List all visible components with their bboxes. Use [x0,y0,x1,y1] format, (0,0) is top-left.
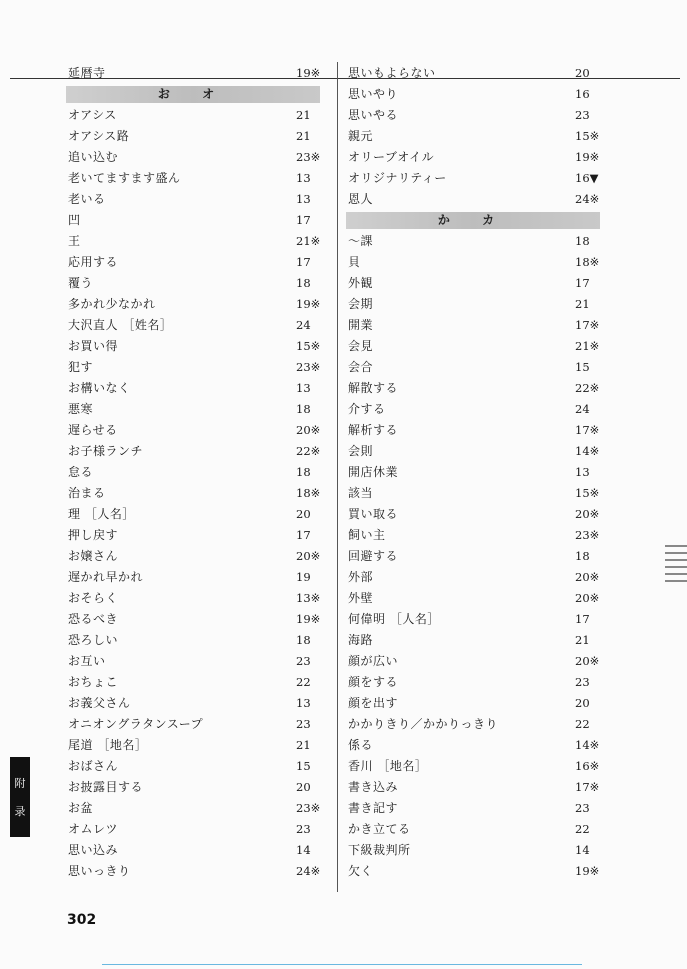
entry-page-number: 19 [296,570,311,584]
entry-page-number: 23 [296,717,311,731]
entry-term: 会合 [348,360,374,374]
entry-term: 顔をする [348,675,399,689]
entry-term: 解析する [348,423,399,437]
section-header-label: か カ [437,213,509,227]
entry-term: 思いやり [348,87,399,101]
index-entry [68,441,322,462]
entry-page-number: 15 [575,360,590,374]
entry-page-number: 16※ [575,759,600,773]
entry-term: 書き記す [348,801,399,815]
entry-term: 思いやる [348,108,399,122]
entry-page-number: 19※ [296,297,321,311]
entry-term: オムレツ [68,822,119,836]
index-entry [348,567,600,588]
index-entry [68,693,322,714]
index-entry [348,126,600,147]
side-tab-char-2: 录 [14,805,26,818]
entry-page-number: 23 [296,654,311,668]
entry-page-number: 13 [296,171,311,185]
index-entry [68,840,322,861]
entry-term: お互い [68,654,106,668]
index-entry [68,336,322,357]
index-entry [348,84,600,105]
entry-term: 何偉明 ［人名］ [348,612,440,626]
entry-page-number: 20※ [296,423,321,437]
entry-term: 思い込み [68,843,119,857]
index-entry [68,546,322,567]
entry-page-number: 13 [296,192,311,206]
entry-page-number: 24 [575,402,590,416]
entry-term: 回避する [348,549,399,563]
entry-term: 買い取る [348,507,399,521]
index-entry [348,483,600,504]
index-entry [348,441,600,462]
appendix-side-tab [10,757,30,837]
entry-page-number: 21 [575,633,590,647]
entry-page-number: 18 [296,633,311,647]
index-entry [348,735,600,756]
entry-term: 王 [68,234,81,248]
entry-term: おそらく [68,591,119,605]
entry-page-number: 21 [296,108,311,122]
entry-page-number: 16 [575,87,590,101]
index-entry [348,588,600,609]
index-entry [348,630,600,651]
index-entry [68,252,322,273]
index-entry [68,609,322,630]
entry-term: 尾道 ［地名］ [68,738,148,752]
entry-term: 理 ［人名］ [68,507,135,521]
index-entry [348,546,600,567]
entry-page-number: 22※ [575,381,600,395]
entry-page-number: 15※ [575,129,600,143]
entry-term: お買い得 [68,339,119,353]
index-entry [68,168,322,189]
entry-term: 外部 [348,570,374,584]
entry-term: オリーブオイル [348,150,435,164]
entry-term: 解散する [348,381,399,395]
entry-term: 遅かれ早かれ [68,570,144,584]
entry-term: 応用する [68,255,119,269]
entry-term: 顔を出す [348,696,399,710]
index-entry [348,147,600,168]
entry-term: 外観 [348,276,374,290]
entry-term: かき立てる [348,822,411,836]
bottom-rule [102,964,582,965]
index-entry [348,777,600,798]
entry-page-number: 23※ [575,528,600,542]
entry-page-number: 18※ [296,486,321,500]
entry-page-number: 15※ [296,339,321,353]
index-entry [68,483,322,504]
entry-page-number: 23※ [296,801,321,815]
entry-term: 思いもよらない [348,66,436,80]
entry-term: お盆 [68,801,94,815]
entry-term: オアシス路 [68,129,130,143]
entry-page-number: 20※ [575,591,600,605]
index-entry [68,189,322,210]
entry-page-number: 22 [296,675,311,689]
entry-term: お子様ランチ [68,444,144,458]
entry-term: 書き込み [348,780,399,794]
entry-page-number: 20※ [296,549,321,563]
index-entry [348,168,600,189]
entry-term: 開店休業 [348,465,399,479]
right-column [348,63,600,882]
entry-page-number: 19※ [575,864,600,878]
index-entry [68,651,322,672]
entry-term: 老いてますます盛ん [68,171,181,185]
entry-term: 親元 [348,129,374,143]
index-entry [68,126,322,147]
index-entry [68,294,322,315]
index-entry [68,567,322,588]
entry-page-number: 20※ [575,654,600,668]
entry-term: 会則 [348,444,374,458]
index-entry [68,231,322,252]
entry-page-number: 23 [575,801,590,815]
index-entry [348,756,600,777]
entry-term: オニオングラタンスープ [68,717,204,731]
entry-term: オリジナリティー [348,171,447,185]
entry-page-number: 20 [575,696,590,710]
scan-artifact [665,545,687,605]
entry-page-number: 18 [575,549,590,563]
index-entry [348,693,600,714]
index-entry [348,840,600,861]
column-divider [337,62,338,892]
entry-page-number: 21 [575,297,590,311]
index-entry [68,273,322,294]
entry-page-number: 18 [575,234,590,248]
entry-page-number: 20 [296,780,311,794]
entry-term: 介する [348,402,386,416]
index-entry [68,357,322,378]
index-entry [348,861,600,882]
index-entry [68,756,322,777]
index-entry [68,420,322,441]
entry-term: 開業 [348,318,374,332]
entry-term: 治まる [68,486,106,500]
index-entry [348,609,600,630]
entry-page-number: 19※ [296,612,321,626]
entry-page-number: 21 [296,738,311,752]
entry-page-number: 21 [296,129,311,143]
index-entry [348,63,600,84]
entry-page-number: 18 [296,276,311,290]
entry-page-number: 15 [296,759,311,773]
index-entry [348,378,600,399]
left-column [68,63,322,882]
entry-term: 係る [348,738,374,752]
index-entry [68,105,322,126]
entry-page-number: 22※ [296,444,321,458]
index-entry [68,819,322,840]
index-entry [348,651,600,672]
entry-page-number: 21※ [575,339,600,353]
entry-term: 悪寒 [68,402,94,416]
entry-term: 老いる [68,192,106,206]
index-entry [68,588,322,609]
entry-term: 顔が広い [348,654,399,668]
entry-page-number: 13※ [296,591,321,605]
entry-page-number: 19※ [575,150,600,164]
index-entry [348,105,600,126]
section-header [348,210,600,231]
entry-term: 凹 [68,213,81,227]
entry-page-number: 14 [575,843,590,857]
section-header-label: お オ [157,87,229,101]
index-entry [348,252,600,273]
index-entry [348,462,600,483]
entry-term: 大沢直人 ［姓名］ [68,318,173,332]
index-entry [68,672,322,693]
index-entry [348,231,600,252]
entry-term: お嬢さん [68,549,119,563]
entry-page-number: 20※ [575,507,600,521]
index-entry [348,315,600,336]
entry-page-number: 17 [296,255,311,269]
entry-page-number: 23 [296,822,311,836]
entry-page-number: 22 [575,822,590,836]
entry-term: 会期 [348,297,374,311]
entry-page-number: 14 [296,843,311,857]
entry-term: 覆う [68,276,94,290]
entry-term: おちょこ [68,675,119,689]
entry-term: 延暦寺 [68,66,106,80]
entry-page-number: 17 [575,612,590,626]
entry-page-number: 20 [575,66,590,80]
entry-page-number: 24※ [296,864,321,878]
entry-term: お披露目する [68,780,144,794]
index-entry [348,420,600,441]
entry-term: 犯す [68,360,94,374]
page-number: 302 [67,912,97,928]
index-entry [68,210,322,231]
index-entry [348,357,600,378]
entry-page-number: 23※ [296,360,321,374]
entry-page-number: 16▼ [575,171,599,185]
index-entry [348,399,600,420]
index-entry [68,735,322,756]
entry-term: 会見 [348,339,374,353]
entry-page-number: 13 [296,381,311,395]
section-header-band [346,212,600,229]
entry-term: おばさん [68,759,119,773]
entry-term: 恐ろしい [68,633,119,647]
entry-term: お義父さん [68,696,131,710]
entry-page-number: 20 [296,507,311,521]
entry-term: 外壁 [348,591,374,605]
entry-page-number: 20※ [575,570,600,584]
entry-page-number: 17※ [575,318,600,332]
entry-page-number: 14※ [575,444,600,458]
index-entry [348,819,600,840]
index-entry [348,798,600,819]
entry-term: 香川 ［地名］ [348,759,428,773]
entry-page-number: 15※ [575,486,600,500]
index-entry [68,861,322,882]
entry-term: 怠る [68,465,94,479]
entry-page-number: 24 [296,318,311,332]
entry-page-number: 24※ [575,192,600,206]
entry-term: 該当 [348,486,374,500]
entry-page-number: 17※ [575,780,600,794]
entry-page-number: 19※ [296,66,321,80]
entry-term: 遅らせる [68,423,118,437]
index-entry [68,777,322,798]
entry-page-number: 13 [575,465,590,479]
section-header [68,84,322,105]
side-tab-char-1: 附 [14,777,26,790]
index-entry [68,630,322,651]
entry-page-number: 23 [575,675,590,689]
entry-page-number: 14※ [575,738,600,752]
entry-term: 多かれ少なかれ [68,297,156,311]
index-entry [68,462,322,483]
index-entry [348,189,600,210]
index-entry [348,714,600,735]
entry-page-number: 22 [575,717,590,731]
entry-term: 貝 [348,255,361,269]
index-entry [68,63,322,84]
entry-page-number: 17 [575,276,590,290]
entry-term: 恩人 [348,192,374,206]
entry-page-number: 21※ [296,234,321,248]
entry-term: 追い込む [68,150,119,164]
entry-page-number: 17 [296,528,311,542]
index-entry [348,672,600,693]
index-entry [348,273,600,294]
entry-page-number: 23※ [296,150,321,164]
entry-page-number: 18 [296,402,311,416]
entry-page-number: 18※ [575,255,600,269]
entry-term: ～課 [348,234,374,248]
index-entry [68,504,322,525]
entry-page-number: 18 [296,465,311,479]
entry-page-number: 17※ [575,423,600,437]
index-entry [68,399,322,420]
entry-term: 思いっきり [68,864,131,878]
index-entry [68,714,322,735]
entry-term: 海路 [348,633,374,647]
index-entry [68,798,322,819]
entry-page-number: 23 [575,108,590,122]
entry-term: 下級裁判所 [348,843,411,857]
entry-page-number: 17 [296,213,311,227]
index-entry [348,336,600,357]
entry-page-number: 13 [296,696,311,710]
index-entry [348,294,600,315]
entry-term: オアシス [68,108,117,122]
section-header-band [66,86,320,103]
index-entry [68,147,322,168]
index-entry [348,504,600,525]
index-entry [68,525,322,546]
index-entry [68,315,322,336]
entry-term: お構いなく [68,381,131,395]
entry-term: 恐るべき [68,612,119,626]
index-entry [68,378,322,399]
entry-term: かかりきり／かかりっきり [348,717,499,731]
entry-term: 押し戻す [68,528,119,542]
entry-term: 欠く [348,864,374,878]
index-entry [348,525,600,546]
entry-term: 飼い主 [348,528,386,542]
